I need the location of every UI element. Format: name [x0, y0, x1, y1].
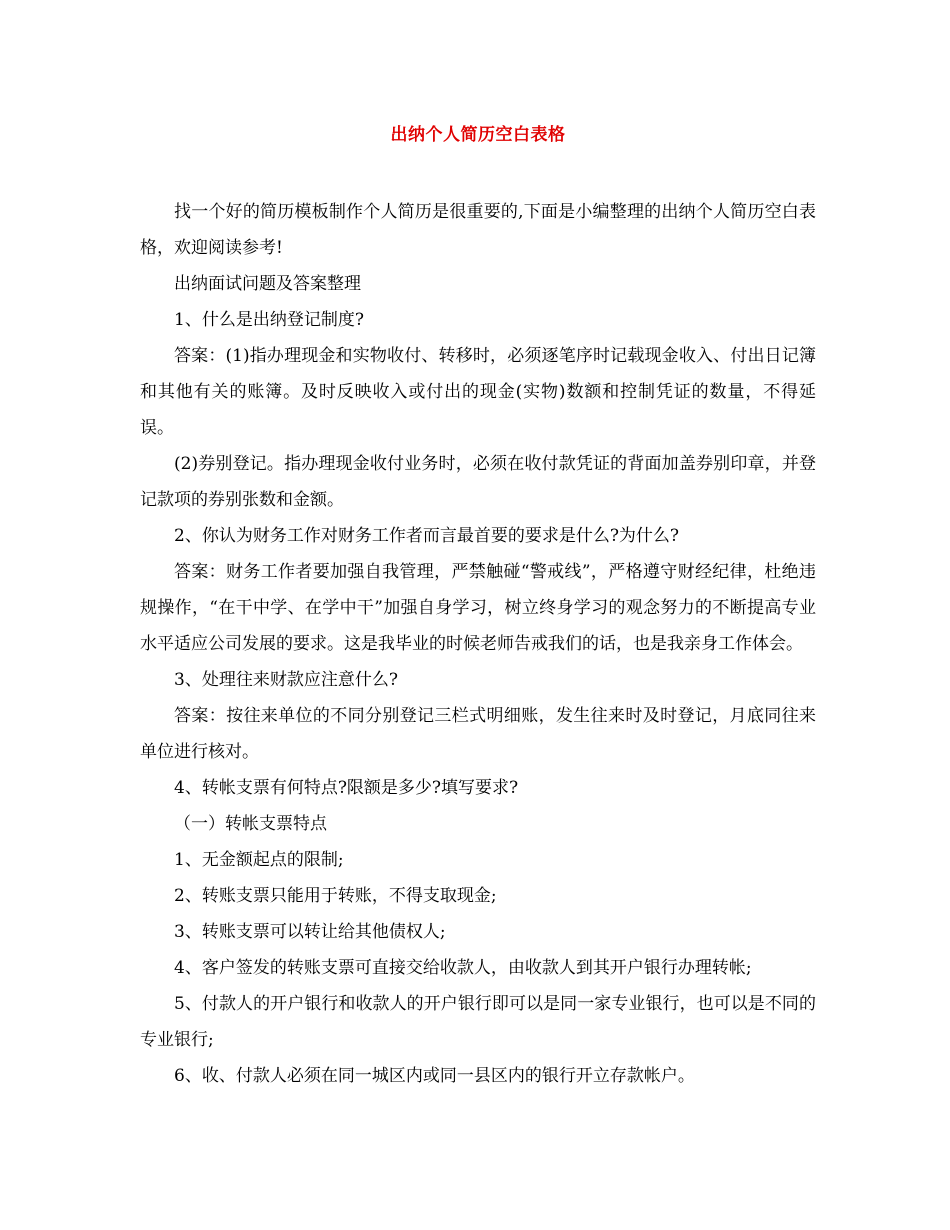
paragraph-answer-2: 答案：财务工作者要加强自我管理，严禁触碰“警戒线”，严格遵守财经纪律，杜绝违规操作，“在干中学、在学中干”加强自身学习，树立终身学习的观念努力的不断提高专业水平适应公司发展的要求。这是我毕业的时候老师告戒我们的话，也是我亲身工作体会。 [140, 562, 816, 654]
paragraph-section-heading: 出纳面试问题及答案整理 [174, 274, 361, 294]
paragraph-answer-1: 答案：(1)指办理现金和实物收付、转移时，必须逐笔序时记载现金收入、付出日记簿和其他有关的账簿。及时反映收入或付出的现金(实物)数额和控制凭证的数量，不得延误。 [140, 346, 816, 438]
paragraph-question-1: 1、什么是出纳登记制度? [174, 310, 364, 330]
paragraph-question-4: 4、转帐支票有何特点?限额是多少?填写要求? [174, 778, 519, 798]
list-item: 6、收、付款人必须在同一城区内或同一县区内的银行开立存款帐户。 [174, 1066, 695, 1086]
list-item: 3、转账支票可以转让给其他债权人; [174, 922, 446, 942]
paragraph-answer-3: 答案：按往来单位的不同分别登记三栏式明细账，发生往来时及时登记，月底同往来单位进行核对。 [140, 706, 816, 762]
list-item: 4、客户签发的转账支票可直接交给收款人，由收款人到其开户银行办理转帐; [174, 958, 752, 978]
paragraph-subheading-features: （一）转帐支票特点 [174, 814, 327, 834]
list-item: 1、无金额起点的限制; [174, 850, 344, 870]
document-title: 出纳个人简历空白表格 [390, 125, 566, 145]
paragraph-answer-1-part-2: (2)券别登记。指办理现金收付业务时，必须在收付款凭证的背面加盖券别印章，并登记款项的券别张数和金额。 [140, 454, 816, 510]
paragraph-question-3: 3、处理往来财款应注意什么? [174, 670, 398, 690]
list-item: 2、转账支票只能用于转账，不得支取现金; [174, 886, 497, 906]
document-body [140, 194, 816, 1094]
paragraph-question-2: 2、你认为财务工作对财务工作者而言最首要的要求是什么?为什么? [174, 526, 680, 546]
paragraph-intro: 找一个好的简历模板制作个人简历是很重要的,下面是小编整理的出纳个人简历空白表格，欢迎阅读参考! [140, 202, 816, 258]
list-item: 5、付款人的开户银行和收款人的开户银行即可以是同一家专业银行，也可以是不同的专业银行; [140, 994, 816, 1050]
